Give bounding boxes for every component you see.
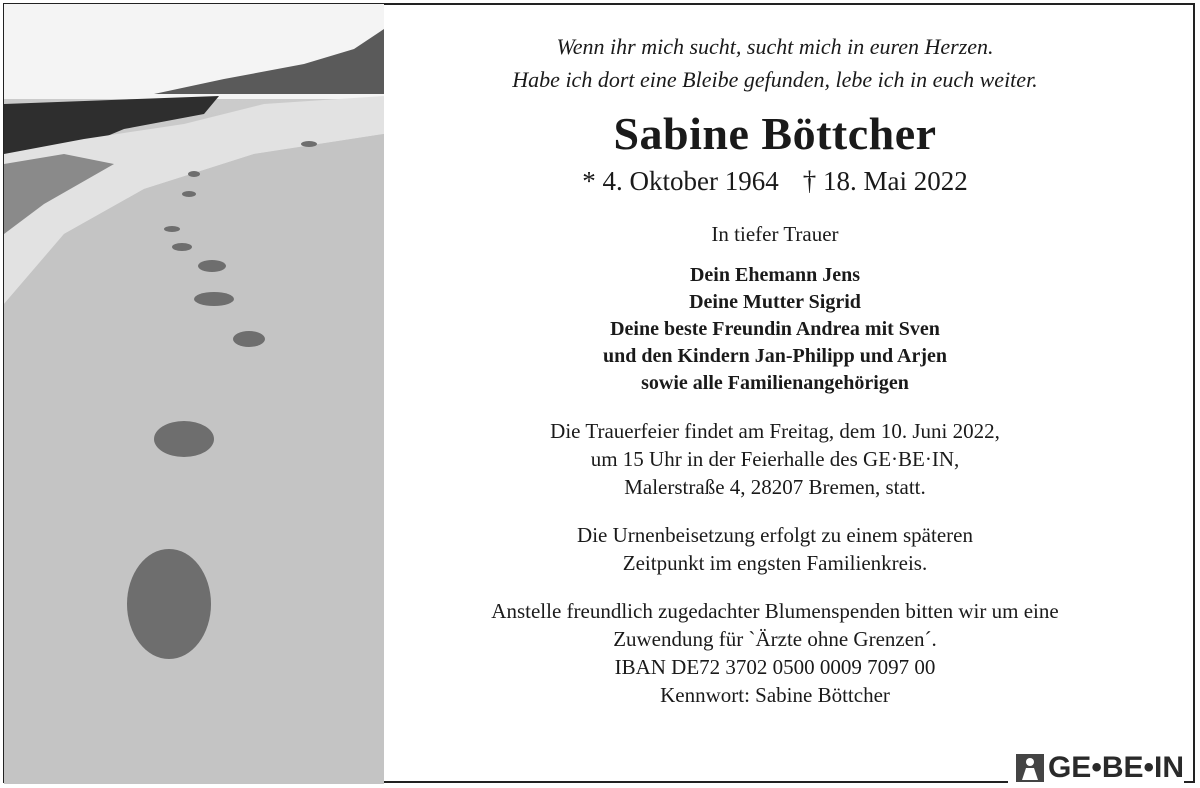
footprints-icon <box>4 4 384 784</box>
ceremony-line: Malerstraße 4, 28207 Bremen, statt. <box>624 475 926 499</box>
beach-footprints-photo <box>4 4 384 784</box>
donation-line: Zuwendung für `Ärzte ohne Grenzen´. <box>613 627 937 651</box>
donation-line: Anstelle freundlich zugedachter Blumenspenden bitten wir um eine <box>491 599 1059 623</box>
donation-line: IBAN DE72 3702 0500 0009 7097 00 <box>614 655 936 679</box>
gebein-logo-icon <box>1016 754 1044 782</box>
quote-line: Habe ich dort eine Bleibe gefunden, lebe ich in euch weiter. <box>512 67 1038 92</box>
obituary-text <box>390 30 1160 709</box>
family-member: Deine Mutter Sigrid <box>689 291 861 313</box>
donation-info <box>390 597 1160 709</box>
birth-date: * 4. Oktober 1964 <box>582 166 779 196</box>
gebein-logo-text: GE•BE•IN <box>1047 751 1184 784</box>
family-member: Dein Ehemann Jens <box>689 264 861 286</box>
ceremony-line: um 15 Uhr in der Feierhalle des GE·BE·IN, <box>590 447 960 471</box>
family-list <box>390 262 1160 397</box>
mourning-intro: In tiefer Trauer <box>711 222 839 246</box>
quote-line: Wenn ihr mich sucht, sucht mich in euren Herzen. <box>556 34 994 59</box>
quote <box>390 30 1160 96</box>
urn-info <box>390 521 1160 577</box>
family-member: und den Kindern Jan-Philipp und Arjen <box>602 345 947 367</box>
ceremony-line: Die Trauerfeier findet am Freitag, dem 10. Juni 2022, <box>550 419 1000 443</box>
ceremony-info <box>390 417 1160 501</box>
life-dates <box>390 164 1160 198</box>
death-date: † 18. Mai 2022 <box>802 166 968 196</box>
gebein-logo <box>1008 752 1184 784</box>
deceased-name: Sabine Böttcher <box>613 108 937 159</box>
donation-line: Kennwort: Sabine Böttcher <box>660 683 890 707</box>
family-member: Deine beste Freundin Andrea mit Sven <box>610 318 940 340</box>
urn-line: Die Urnenbeisetzung erfolgt zu einem späteren <box>577 523 973 547</box>
urn-line: Zeitpunkt im engsten Familienkreis. <box>622 551 928 575</box>
family-member: sowie alle Familienangehörigen <box>641 372 909 394</box>
